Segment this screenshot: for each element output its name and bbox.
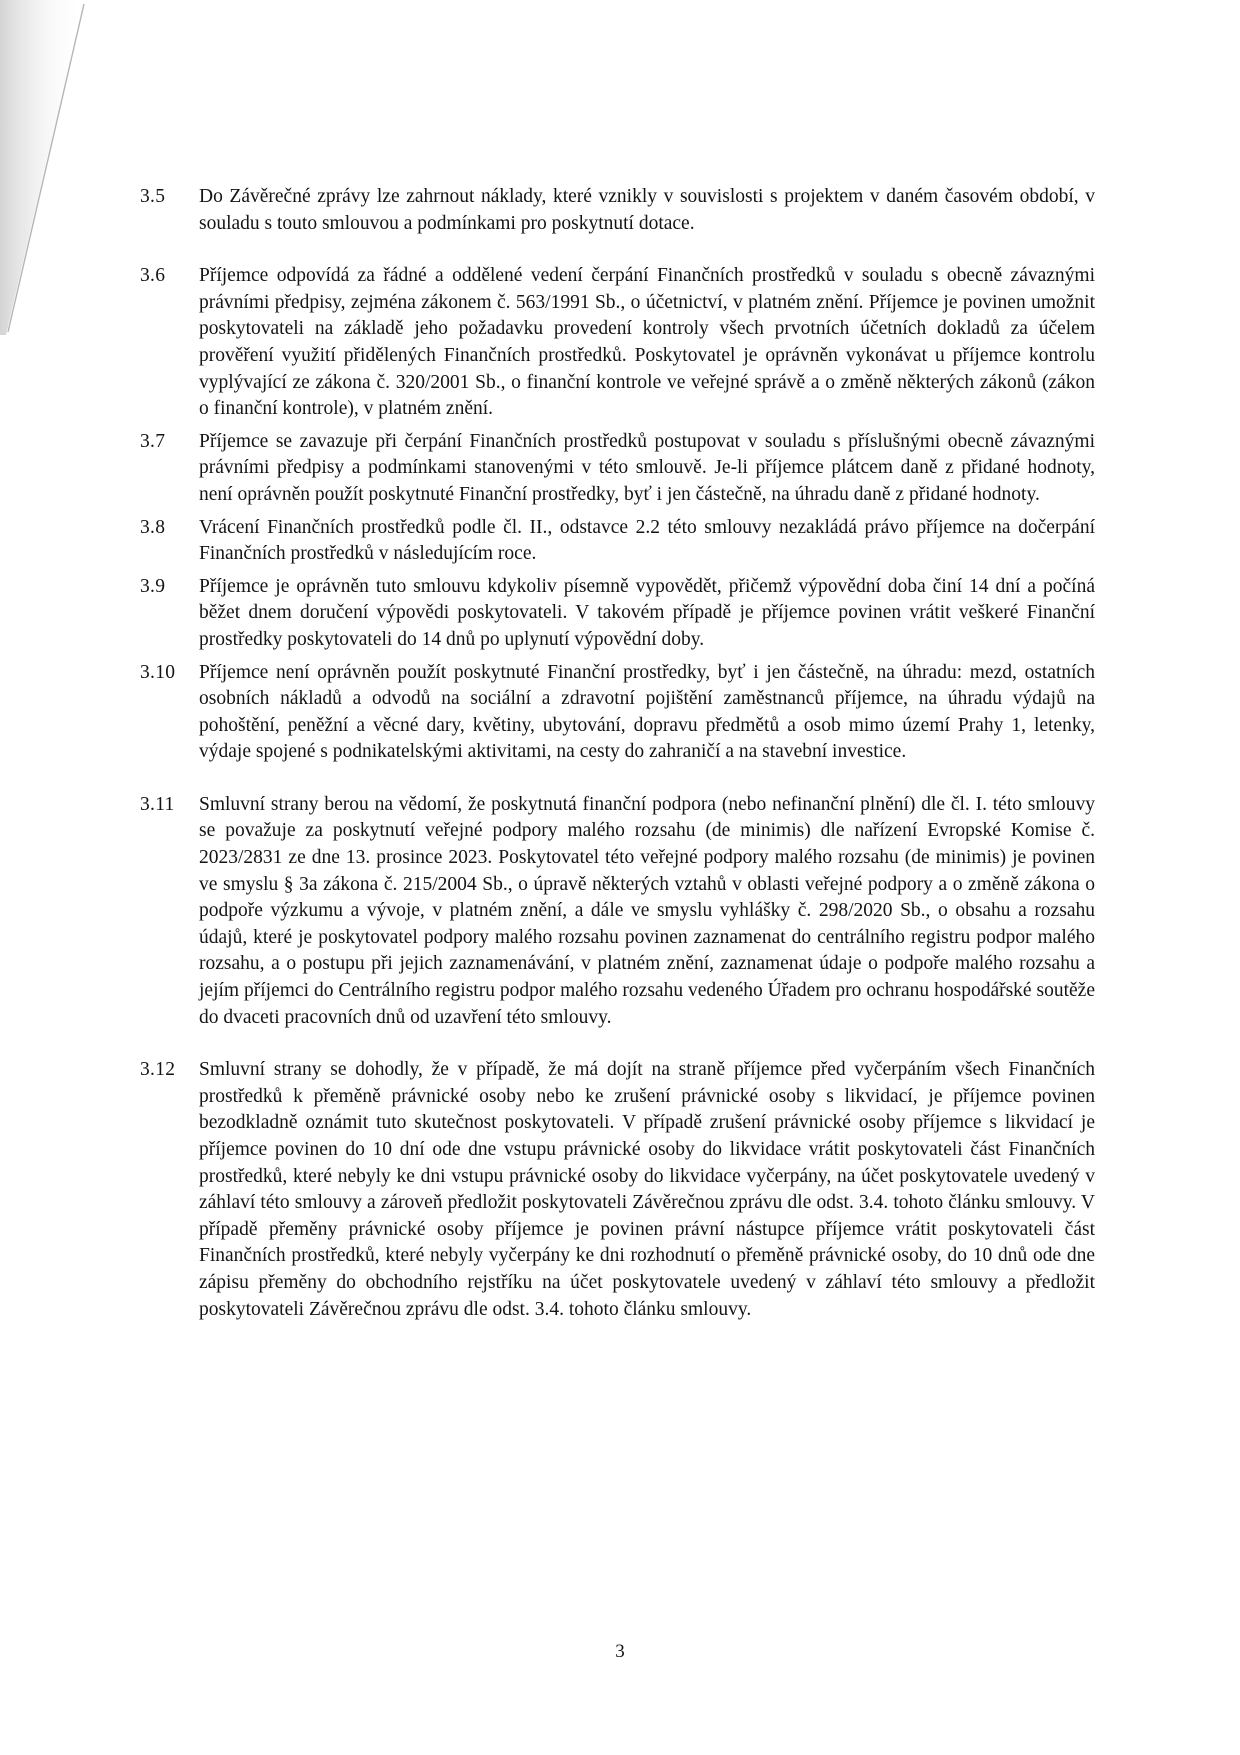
- clause-text: Smluvní strany se dohodly, že v případě, že má dojít na straně příjemce před vyčerpáním všech Finančních prostředků k přeměně právnické osoby nebo ke zrušení právnické osoby s likvidací, je příjemce povinen bezodkladně oznámit tuto skutečnost poskytovateli. V případě zrušení právnické osoby příjemce s likvidací je příjemce povinen do 10 dní ode dne vstupu právnické osoby do likvidace vrátit poskytovateli část Finančních prostředků, které nebyly ke dni vstupu právnické osoby do likvidace vyčerpány, na účet poskytovatele uvedený v záhlaví této smlouvy a zároveň předložit poskytovateli Závěrečnou zprávu dle odst. 3.4. tohoto článku smlouvy. V případě přeměny právnické osoby příjemce je povinen právní nástupce příjemce vrátit poskytovateli část Finančních prostředků, které nebyly vyčerpány ke dni rozhodnutí o přeměně právnické osoby, do 10 dnů ode dne zápisu přeměny do obchodního rejstříku na účet poskytovatele uvedený v záhlaví této smlouvy a předložit poskytovateli Závěrečnou zprávu dle odst. 3.4. tohoto článku smlouvy.: [199, 1059, 1095, 1320]
- clause-text: Příjemce se zavazuje při čerpání Finančních prostředků postupovat v souladu s příslušnými obecně závaznými právními předpisy a podmínkami stanovenými v této smlouvě. Je-li příjemce plátcem daně z přidané hodnoty, není oprávněn použít poskytnuté Finanční prostředky, byť i jen částečně, na úhradu daně z přidané hodnoty.: [199, 430, 1095, 505]
- clause-number: 3.5: [140, 186, 166, 207]
- clause-3-6: [140, 263, 1095, 423]
- clause-text: Do Závěrečné zprávy lze zahrnout náklady, které vznikly v souvislosti s projektem v daném časovém období, v souladu s touto smlouvou a podmínkami pro poskytnutí dotace.: [199, 186, 1095, 234]
- page-number: 3: [615, 1641, 625, 1662]
- clause-text: Příjemce není oprávněn použít poskytnuté Finanční prostředky, byť i jen částečně, na úhradu: mezd, ostatních osobních nákladů a odvodů na sociální a zdravotní pojištění zaměstnanců příjemce, na úhradu výdajů na pohoštění, peněžní a věcné dary, květiny, ubytování, dopravu předmětů a osob mimo území Prahy 1, letenky, výdaje spojené s podnikatelskými aktivitami, na cesty do zahraničí a na stavební investice.: [199, 661, 1095, 763]
- clause-text: Vrácení Finančních prostředků podle čl. II., odstavce 2.2 této smlouvy nezakládá právo příjemce na dočerpání Finančních prostředků v následujícím roce.: [199, 516, 1095, 565]
- clause-number: 3.6: [140, 265, 166, 287]
- clause-number: 3.10: [140, 661, 176, 683]
- clause-number: 3.12: [140, 1059, 176, 1081]
- scan-edge-shadow: [0, 0, 90, 340]
- clause-number: 3.8: [140, 516, 166, 538]
- clause-text: Příjemce odpovídá za řádné a oddělené vedení čerpání Finančních prostředků v souladu s obecně závaznými právními předpisy, zejména zákonem č. 563/1991 Sb., o účetnictví, v platném znění. Příjemce je povinen umožnit poskytovateli na základě jeho požadavku provedení kontroly všech prvotních účetních dokladů za účelem prověření využití přidělených Finančních prostředků. Poskytovatel je oprávněn vykonávat u příjemce kontrolu vyplývající ze zákona č. 320/2001 Sb., o finanční kontrole ve veřejné správě a o změně některých zákonů (zákon o finanční kontrole), v platném znění.: [199, 265, 1095, 420]
- document-page: [140, 184, 1095, 1323]
- clause-text: Smluvní strany berou na vědomí, že poskytnutá finanční podpora (nebo nefinanční plnění) dle čl. I. této smlouvy se považuje za poskytnutí veřejné podpory malého rozsahu (de minimis) dle nařízení Evropské Komise č. 2023/2831 ze dne 13. prosince 2023. Poskytovatel této veřejné podpory malého rozsahu (de minimis) je povinen ve smyslu § 3a zákona č. 215/2004 Sb., o úpravě některých vztahů v oblasti veřejné podpory a o změně zákona o podpoře výzkumu a vývoje, v platném znění, a dále ve smyslu vyhlášky č. 298/2020 Sb., o obsahu a rozsahu údajů, které je poskytovatel podpory malého rozsahu povinen zaznamenat do centrálního registru podpor malého rozsahu, a o postupu při jejich zaznamenávání, v platném znění, zaznamenat údaje o podpoře malého rozsahu a jejím příjemci do Centrálního registru podpor malého rozsahu vedeného Úřadem pro ochranu hospodářské soutěže do dvaceti pracovních dnů od uzavření této smlouvy.: [199, 793, 1095, 1028]
- clause-3-7: [140, 429, 1095, 509]
- clause-3-5: [140, 184, 1095, 237]
- clause-number: 3.9: [140, 575, 166, 597]
- clause-number: 3.7: [140, 430, 166, 452]
- clause-text: Příjemce je oprávněn tuto smlouvu kdykoliv písemně vypovědět, přičemž výpovědní doba činí 14 dní a počíná běžet dnem doručení výpovědi poskytovateli. V takovém případě je příjemce povinen vrátit veškeré Finanční prostředky poskytovateli do 14 dnů po uplynutí výpovědní doby.: [199, 575, 1095, 650]
- clause-3-11: [140, 792, 1095, 1031]
- clause-number: 3.11: [140, 793, 175, 815]
- clause-3-10: [140, 660, 1095, 766]
- clause-3-12: [140, 1057, 1095, 1323]
- clause-3-9: [140, 574, 1095, 654]
- clause-3-8: [140, 515, 1095, 568]
